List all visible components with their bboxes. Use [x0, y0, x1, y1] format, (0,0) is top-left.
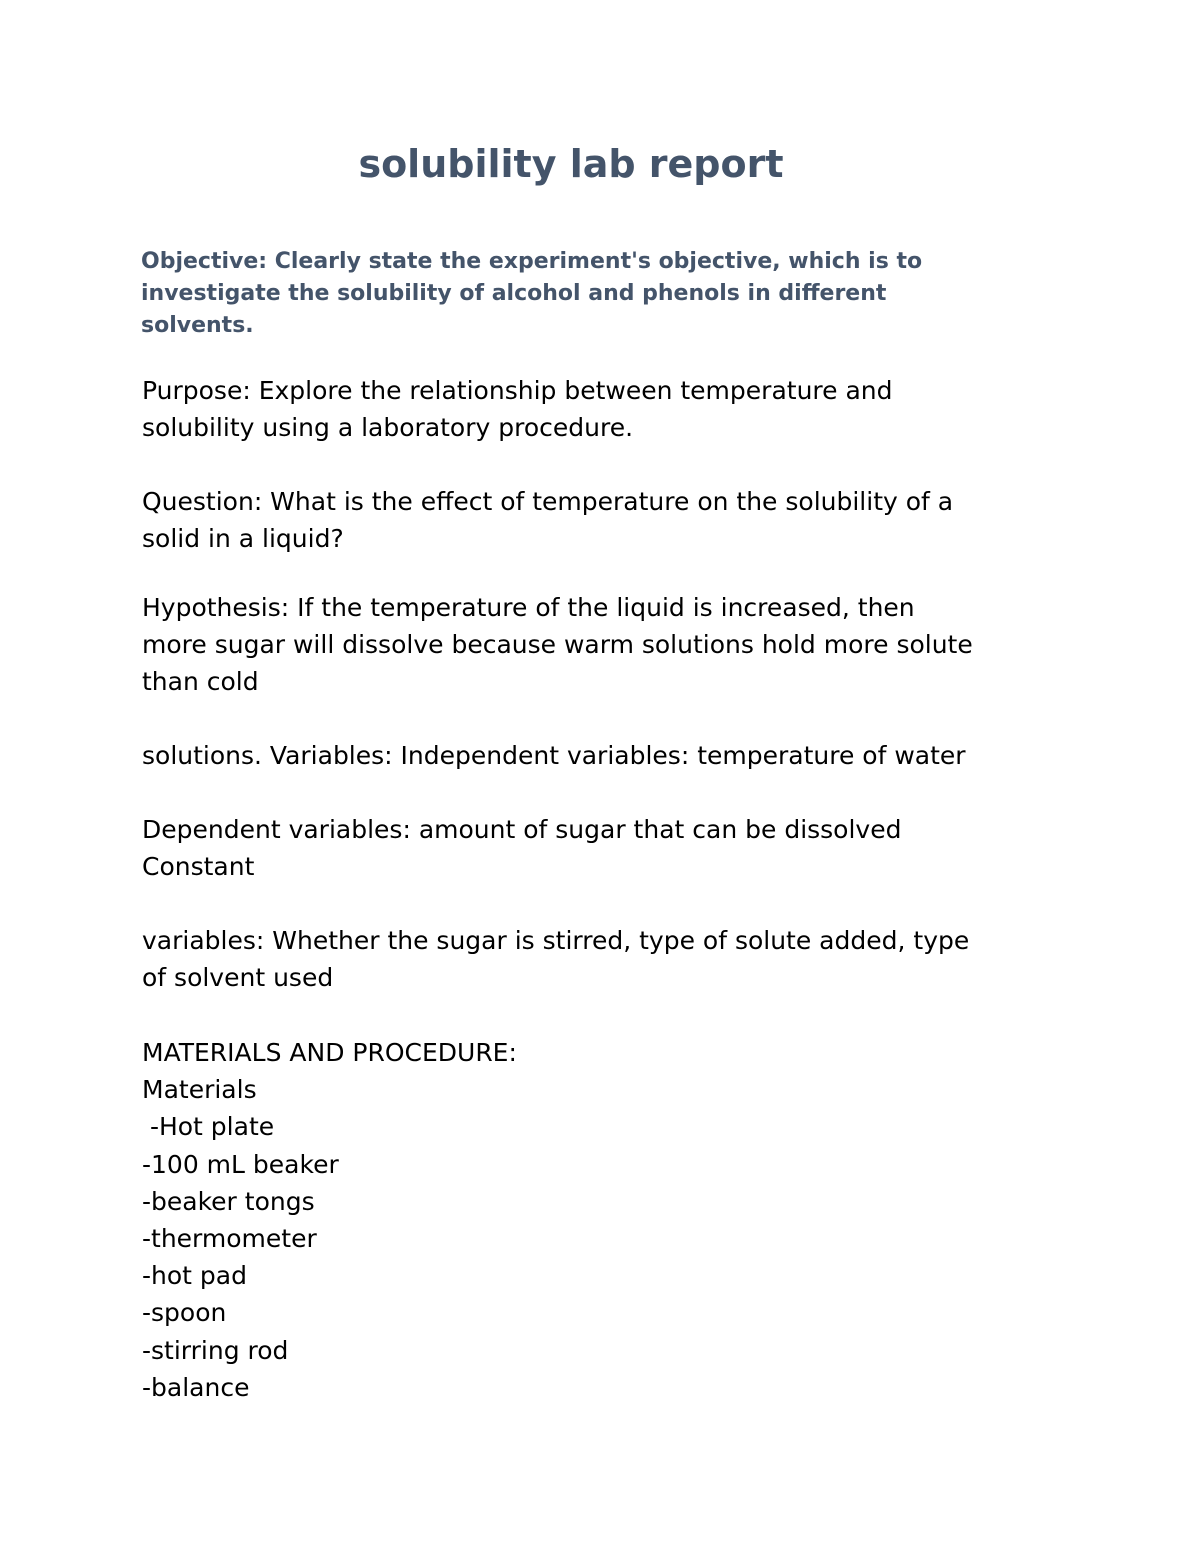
hypothesis-line: more sugar will dissolve because warm solutions hold more solute — [142, 630, 973, 659]
list-item: -balance — [142, 1372, 250, 1402]
hypothesis-line: than cold — [142, 667, 259, 696]
dependent-variables-paragraph — [142, 811, 1082, 885]
question-line: solid in a liquid? — [142, 524, 344, 553]
purpose-line: Purpose: Explore the relationship between temperature and — [142, 376, 893, 405]
document-title: solubility lab report — [358, 142, 784, 186]
objective-paragraph — [141, 246, 1041, 342]
list-item: -stirring rod — [142, 1335, 289, 1365]
list-item: -hot pad — [142, 1261, 247, 1291]
constant-variables-paragraph — [142, 922, 1082, 996]
constant-variables-line: variables: Whether the sugar is stirred, type of solute added, type — [142, 926, 970, 955]
dependent-variables-line: Dependent variables: amount of sugar that can be dissolved — [142, 815, 902, 844]
hypothesis-line: Hypothesis: If the temperature of the liquid is increased, then — [142, 593, 915, 622]
hypothesis-paragraph — [142, 589, 1082, 700]
purpose-line: solubility using a laboratory procedure. — [142, 413, 634, 442]
list-item: -beaker tongs — [142, 1186, 315, 1216]
purpose-paragraph — [142, 372, 1082, 446]
list-item: -Hot plate — [142, 1112, 275, 1142]
objective-line: solvents. — [141, 313, 254, 338]
variables-line: solutions. Variables: Independent variables: temperature of water — [142, 741, 966, 770]
list-item: -thermometer — [142, 1224, 317, 1254]
variables-paragraph — [142, 737, 1082, 774]
dependent-variables-line: Constant — [142, 852, 255, 881]
question-line: Question: What is the effect of temperature on the solubility of a — [142, 487, 954, 516]
materials-heading: MATERIALS AND PROCEDURE: — [142, 1038, 517, 1067]
list-item: -100 mL beaker — [142, 1149, 339, 1179]
list-item: -spoon — [142, 1298, 227, 1328]
question-paragraph — [142, 483, 1082, 557]
objective-line: investigate the solubility of alcohol and phenols in different — [141, 281, 887, 306]
objective-line: Objective: Clearly state the experiment's objective, which is to — [141, 249, 923, 274]
constant-variables-line: of solvent used — [142, 963, 334, 992]
materials-list — [142, 1034, 842, 1406]
materials-subheading: Materials — [142, 1075, 257, 1105]
